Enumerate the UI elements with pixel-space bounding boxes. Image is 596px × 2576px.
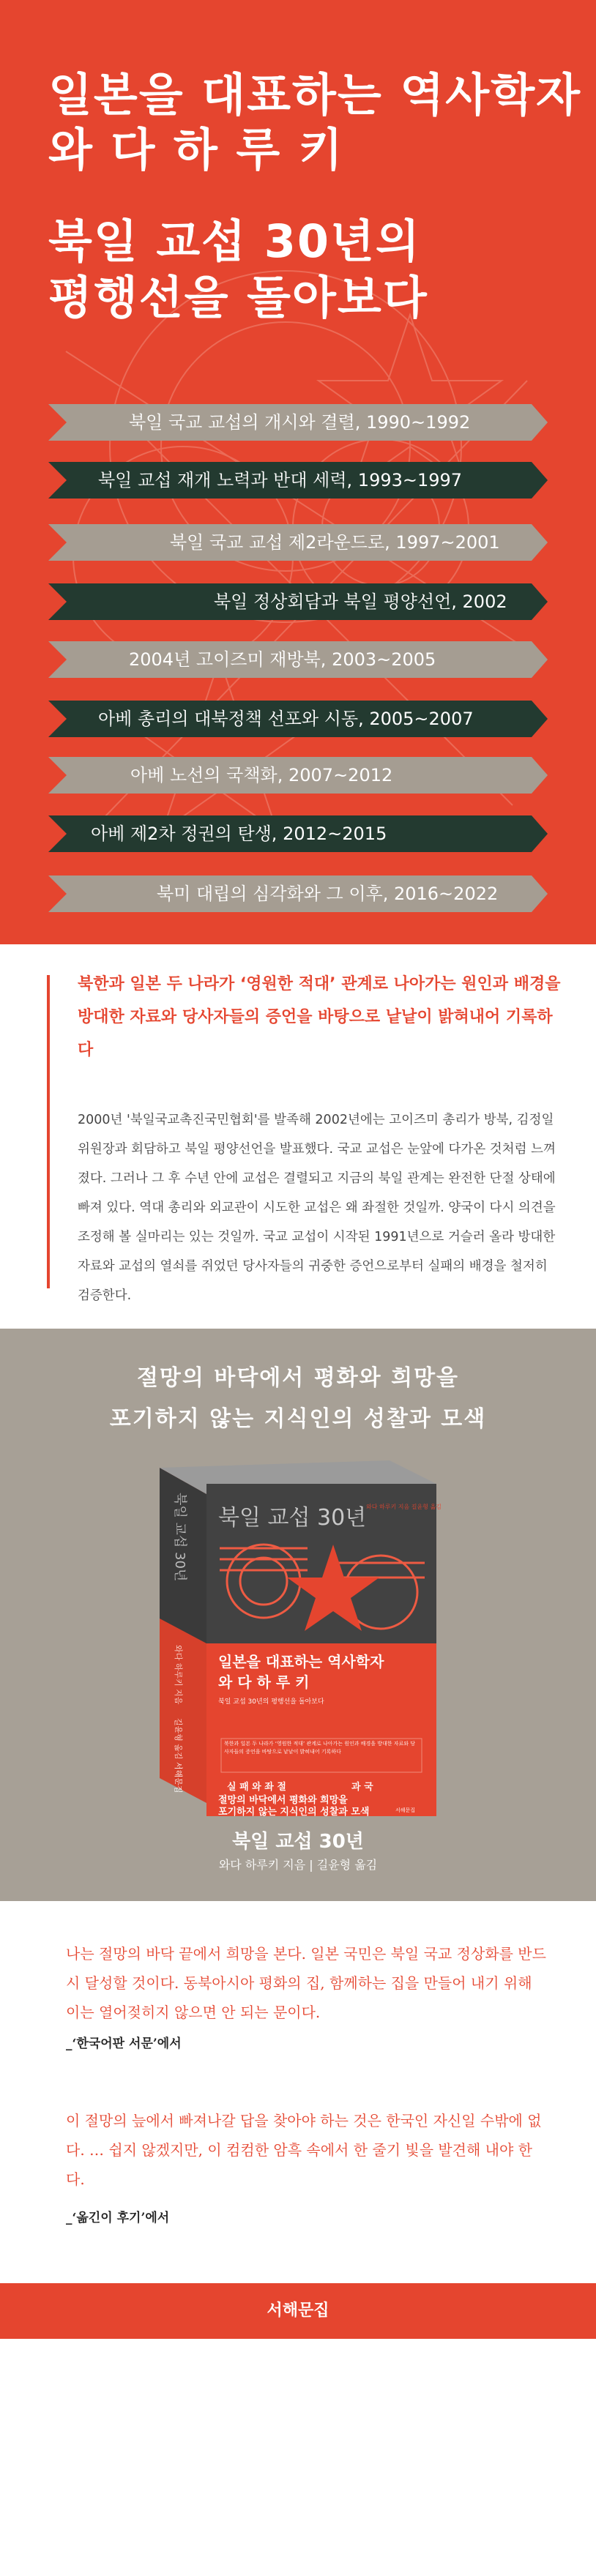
timeline-item-text: 북미 대립의 심각화와 그 이후, 2016~2022 [157, 884, 499, 904]
intro-body: 2000년 '북일국교촉진국민협회'를 발족해 2002년에는 고이즈미 총리가 방북, 김정일 위원장과 회담하고 북일 평양선언을 발표했다. 국교 교섭은 눈앞에 다가온 것처럼 느껴졌다. 그러나 그 후 수년 안에 교섭은 결렬되고 지금의 북일 관계는 완전한 단절 상태에 빠져 있다. 역대 총리와 외교관이 시도한 교섭은 왜 좌절한 것일까. 양국이 다시 의견을 조정해 볼 실마리는 있는 것일까. 국교 교섭이 시작된 1991년으로 거슬러 올라 방대한 자료와 교섭의 열쇠를 쥐었던 당사자들의 귀중한 증언으로부터 실패의 배경을 철저히 검증한다. [78, 1113, 556, 1303]
timeline-item-text: 아베 총리의 대북정책 선포와 시동, 2005~2007 [98, 709, 474, 729]
hero-title-line2: 와 다 하 루 키 [48, 123, 344, 176]
cover-title-line1: 일본을 대표하는 역사학자 [218, 1653, 384, 1670]
cover-top-title: 북일 교섭 30년 [218, 1505, 367, 1531]
hero-section [0, 0, 596, 944]
cover-tagline-2: 포기하지 않는 지식인의 성찰과 모색 [218, 1807, 370, 1818]
cover-publisher-logo: 서해문집 [395, 1807, 416, 1813]
cover-tagline-1: 절망의 바닥에서 평화와 희망을 [218, 1795, 348, 1806]
cover-title-small: 북일 교섭 30년의 평행선을 돌아보다 [218, 1698, 324, 1706]
hero-subtitle-line1: 북일 교섭 30년의 [48, 214, 421, 268]
book-heading-line1: 절망의 바닥에서 평화와 희망을 [136, 1365, 460, 1391]
cover-keyword-1: 실 패 와 좌 절 [227, 1782, 286, 1793]
timeline-item-text: 북일 국교 교섭의 개시와 결렬, 1990~1992 [129, 412, 471, 433]
timeline-item [48, 524, 548, 561]
timeline-item [48, 815, 548, 852]
intro-lead: 북한과 일본 두 나라가 ‘영원한 적대’ 관계로 나아가는 원인과 배경을 방대한 자료와 당사자들의 증언을 바탕으로 낱낱이 밝혀내어 기록하다 [78, 975, 561, 1059]
quote-2-text: 이 절망의 늪에서 빠져나갈 답을 찾아야 하는 것은 한국인 자신일 수밖에 없다. … 쉽지 않겠지만, 이 컴컴한 암흑 속에서 한 줄기 빛을 발견해 내야 한다. [66, 2112, 542, 2188]
quote-2-source: _‘옮긴이 후기’에서 [66, 2211, 170, 2225]
quote-1-source: _‘한국어판 서문’에서 [66, 2036, 182, 2051]
book-heading-line2: 포기하지 않는 지식인의 성찰과 모색 [109, 1406, 487, 1432]
timeline-item [48, 641, 548, 678]
hero-title-line1: 일본을 대표하는 역사학자 [48, 68, 581, 122]
timeline-item-text: 2004년 고이즈미 재방북, 2003~2005 [129, 649, 436, 670]
footer-section [0, 2283, 596, 2339]
timeline-item-text: 북일 정상회담과 북일 평양선언, 2002 [214, 591, 507, 612]
cover-spine-title: 북일 교섭 30년 [172, 1493, 187, 1582]
intro-accent-bar [47, 975, 50, 1288]
cover-title-line2: 와 다 하 루 키 [218, 1673, 310, 1691]
hero-subtitle-line2: 평행선을 돌아보다 [48, 271, 428, 324]
timeline-item-text: 북일 교섭 재개 노력과 반대 세력, 1993~1997 [98, 470, 463, 490]
timeline-item [48, 757, 548, 794]
timeline-item [48, 701, 548, 737]
intro-section [0, 944, 596, 1329]
quote-1-text: 나는 절망의 바닥 끝에서 희망을 본다. 일본 국민은 북일 국교 정상화를 반드시 달성할 것이다. 동북아시아 평화의 집, 함께하는 집을 만들어 내기 위해 이는 열어젖히지 않으면 안 되는 문이다. [66, 1945, 546, 2021]
timeline-item-text: 아베 제2차 정권의 탄생, 2012~2015 [91, 824, 387, 844]
cover-corner-credit: 와다 하루키 지음 길윤형 옮김 [366, 1504, 442, 1510]
quotes-section [0, 1901, 596, 2283]
timeline-item [48, 583, 548, 620]
timeline-item [48, 404, 548, 441]
book-section [0, 1329, 596, 1901]
timeline-item [48, 462, 548, 499]
book-credits: 와다 하루키 지음 | 길윤형 옮김 [218, 1858, 378, 1872]
timeline-item [48, 876, 548, 912]
cover-spine-translator: 길윤형 옮김 [174, 1718, 183, 1760]
book-title: 북일 교섭 30년 [232, 1831, 364, 1853]
book-cover-illustration [0, 1329, 596, 1901]
timeline-item-text: 북일 국교 교섭 제2라운드로, 1997~2001 [170, 532, 500, 553]
timeline-item-text: 아베 노선의 국책화, 2007~2012 [130, 765, 393, 785]
cover-spine-author: 와다 하루키 지음 [174, 1645, 183, 1705]
footer-publisher-logo: 서해문집 [267, 2301, 329, 2320]
cover-keyword-2: 과 국 [351, 1782, 373, 1793]
cover-blurb: 북한과 일본 두 나라가 ‘영원한 적대’ 관계로 나아가는 원인과 배경을 방대한 자료와 당사자들의 증언을 바탕으로 낱낱이 밝혀내어 기록하다 [224, 1741, 416, 1755]
cover-spine-publisher: 서해문집 [174, 1762, 183, 1793]
